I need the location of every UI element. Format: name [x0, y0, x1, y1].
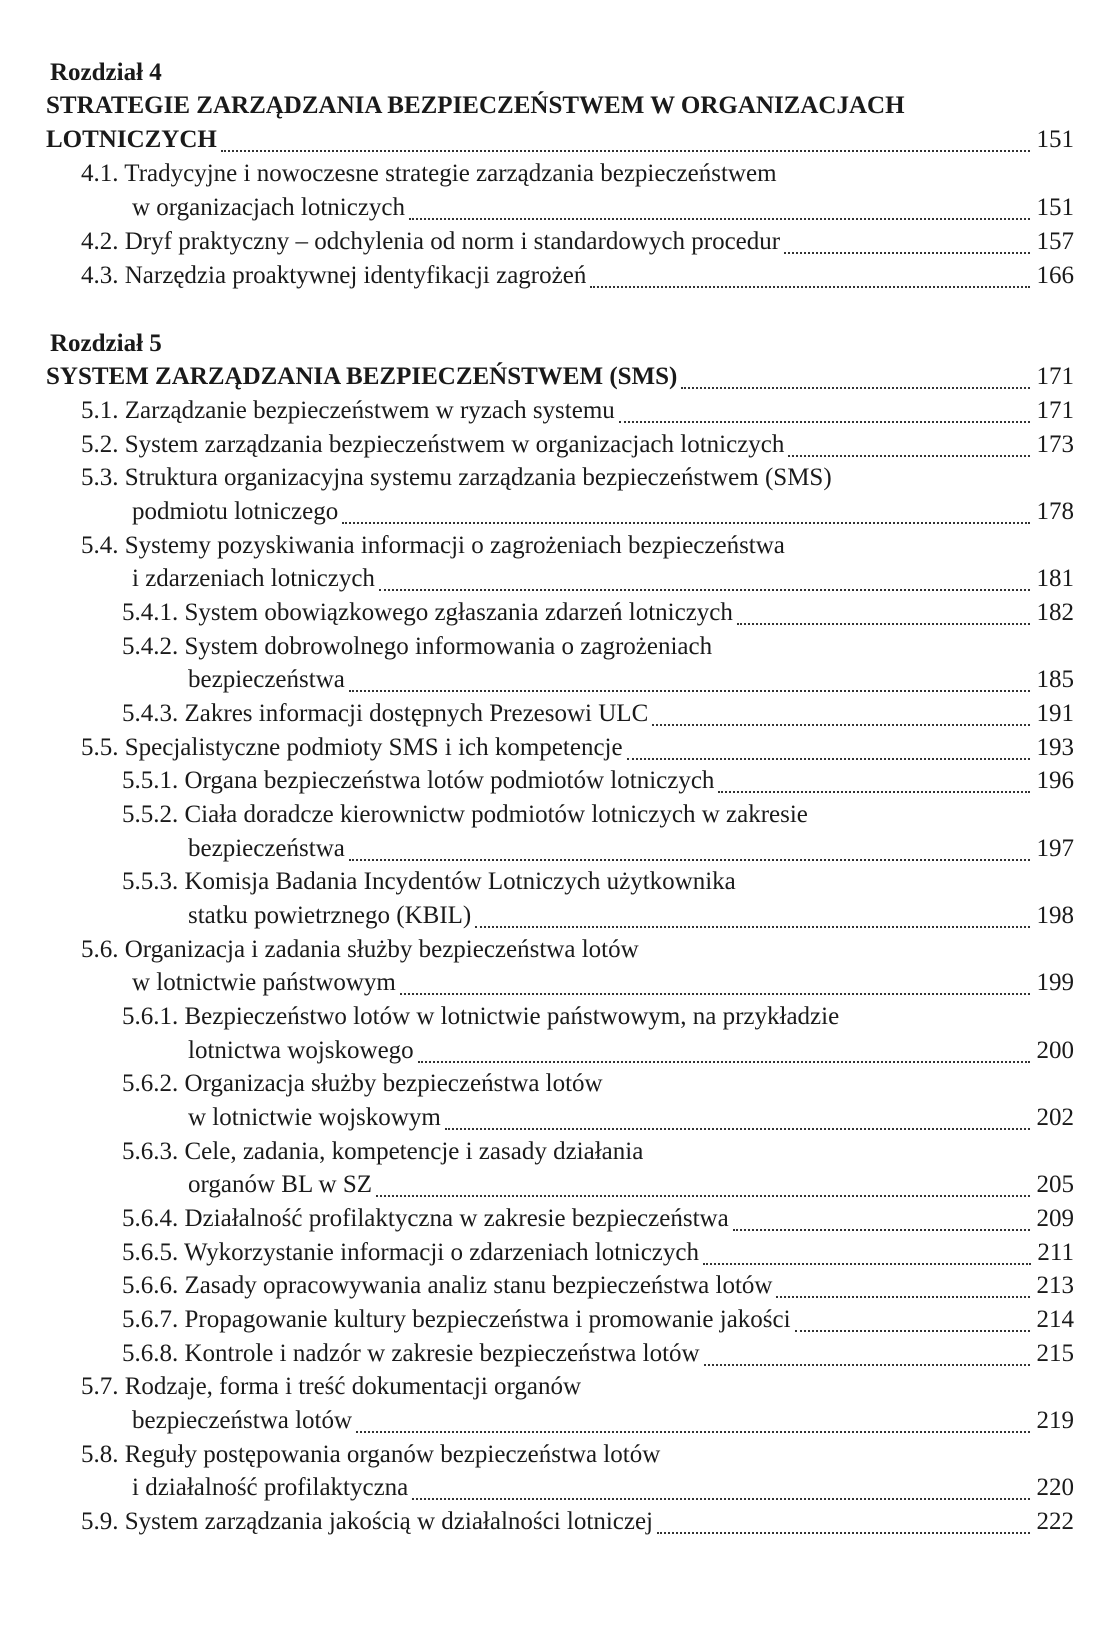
dot-leader: [776, 1268, 1030, 1298]
toc-entry-text: 5.9. System zarządzania jakością w działalności lotniczej: [81, 1508, 653, 1535]
dot-leader: [356, 1403, 1030, 1433]
chapter-label: Rozdział 5: [50, 330, 162, 357]
toc-entry-text: 5.4.3. Zakres informacji dostępnych Prezesowi ULC: [122, 700, 649, 727]
toc-entry-text: bezpieczeństwa: [188, 666, 345, 693]
toc-entry[interactable]: [0, 696, 1090, 732]
page-number: 202: [1036, 1104, 1074, 1131]
dot-leader: [795, 1302, 1030, 1332]
toc-entry-text: 5.6.1. Bezpieczeństwo lotów w lotnictwie państwowym, na przykładzie: [122, 1003, 840, 1030]
toc-entry-text: 5.3. Struktura organizacyjna systemu zarządzania bezpieczeństwem (SMS): [81, 464, 832, 491]
page-number: 166: [1036, 262, 1074, 289]
toc-entry[interactable]: [0, 224, 1090, 260]
page-number: 193: [1036, 734, 1074, 761]
toc-entry-text: lotnictwa wojskowego: [188, 1037, 414, 1064]
dot-leader: [652, 696, 1030, 726]
page-number: 199: [1036, 969, 1074, 996]
toc-line: [0, 156, 1090, 192]
toc-entry-text: 4.1. Tradycyjne i nowoczesne strategie zarządzania bezpieczeństwem: [81, 160, 777, 187]
toc-entry-text: bezpieczeństwa: [188, 835, 345, 862]
toc-entry[interactable]: [0, 965, 1090, 1001]
dot-leader: [221, 122, 1030, 152]
toc-entry-text: 5.6.5. Wykorzystanie informacji o zdarzeniach lotniczych: [122, 1239, 699, 1266]
toc-entry-text: 5.4.1. System obowiązkowego zgłaszania zdarzeń lotniczych: [122, 599, 733, 626]
dot-leader: [704, 1336, 1030, 1366]
toc-entry-text: 5.6.6. Zasady opracowywania analiz stanu bezpieczeństwa lotów: [122, 1272, 773, 1299]
dot-leader: [349, 662, 1030, 692]
toc-entry-text: 5.4.2. System dobrowolnego informowania o zagrożeniach: [122, 633, 713, 660]
toc-entry-text: 5.1. Zarządzanie bezpieczeństwem w ryzach systemu: [81, 397, 615, 424]
toc-entry[interactable]: [0, 1302, 1090, 1338]
toc-entry[interactable]: [0, 1403, 1090, 1439]
dot-leader: [349, 831, 1030, 861]
toc-entry-text: 5.7. Rodzaje, forma i treść dokumentacji organów: [81, 1373, 582, 1400]
toc-line: [0, 1134, 1090, 1170]
toc-line: [0, 460, 1090, 496]
dot-leader: [627, 730, 1030, 760]
toc-entry[interactable]: [0, 831, 1090, 867]
toc-entry[interactable]: [0, 190, 1090, 226]
dot-leader: [418, 1033, 1030, 1063]
page-number: 178: [1036, 498, 1074, 525]
toc-entry[interactable]: [0, 1201, 1090, 1237]
toc-entry-text: 4.3. Narzędzia proaktywnej identyfikacji zagrożeń: [81, 262, 587, 289]
toc-entry-text: 4.2. Dryf praktyczny – odchylenia od norm i standardowych procedur: [81, 228, 781, 255]
toc-line: [0, 1066, 1090, 1102]
page-number: 171: [1036, 363, 1074, 390]
toc-entry-text: w organizacjach lotniczych: [132, 194, 406, 221]
toc-line: [0, 864, 1090, 900]
page-number: 182: [1036, 599, 1074, 626]
toc-line: [0, 932, 1090, 968]
toc-entry[interactable]: [0, 494, 1090, 530]
dot-leader: [681, 359, 1030, 389]
chapter-title-text: SYSTEM ZARZĄDZANIA BEZPIECZEŃSTWEM (SMS): [46, 363, 678, 390]
chapter-label: Rozdział 4: [50, 59, 162, 86]
toc-chapter-entry[interactable]: [0, 359, 1090, 395]
dot-leader: [379, 561, 1030, 591]
dot-leader: [718, 763, 1030, 793]
dot-leader: [445, 1100, 1030, 1130]
dot-leader: [475, 898, 1030, 928]
page-number: 157: [1036, 228, 1074, 255]
toc-entry[interactable]: [0, 393, 1090, 429]
page-number: 197: [1036, 835, 1074, 862]
page-number: 171: [1036, 397, 1074, 424]
toc-entry[interactable]: [0, 1504, 1090, 1540]
toc-entry-text: organów BL w SZ: [188, 1171, 373, 1198]
page-number: 211: [1037, 1239, 1074, 1266]
dot-leader: [784, 224, 1030, 254]
toc-line: [0, 999, 1090, 1035]
dot-leader: [376, 1167, 1030, 1197]
toc-entry-text: 5.5.2. Ciała doradcze kierownictw podmiotów lotniczych w zakresie: [122, 801, 808, 828]
page-number: 215: [1036, 1340, 1074, 1367]
toc-entry[interactable]: [0, 1235, 1090, 1271]
toc-entry-text: 5.5. Specjalistyczne podmioty SMS i ich kompetencje: [81, 734, 623, 761]
toc-entry[interactable]: [0, 258, 1090, 294]
toc-entry[interactable]: [0, 730, 1090, 766]
toc-entry-text: 5.5.3. Komisja Badania Incydentów Lotniczych użytkownika: [122, 868, 736, 895]
page-number: 198: [1036, 902, 1074, 929]
toc-entry-text: i działalność profilaktyczna: [132, 1474, 409, 1501]
toc-entry-text: statku powietrznego (KBIL): [188, 902, 472, 929]
page-number: 181: [1036, 565, 1074, 592]
dot-leader: [409, 190, 1030, 220]
toc-line: [0, 1369, 1090, 1405]
toc-entry[interactable]: [0, 1470, 1090, 1506]
dot-leader: [619, 393, 1030, 423]
toc-entry[interactable]: [0, 1100, 1090, 1136]
toc-entry-text: i zdarzeniach lotniczych: [132, 565, 375, 592]
toc-entry[interactable]: [0, 1336, 1090, 1372]
toc-line: [0, 797, 1090, 833]
dot-leader: [657, 1504, 1030, 1534]
chapter-title-text: LOTNICZYCH: [46, 126, 217, 153]
toc-entry[interactable]: [0, 898, 1090, 934]
toc-line: [0, 528, 1090, 564]
dot-leader: [400, 965, 1030, 995]
dot-leader: [733, 1201, 1030, 1231]
dot-leader: [412, 1470, 1030, 1500]
toc-entry-text: w lotnictwie państwowym: [132, 969, 396, 996]
toc-entry-text: 5.6.7. Propagowanie kultury bezpieczeństwa i promowanie jakości: [122, 1306, 791, 1333]
page-number: 219: [1036, 1407, 1074, 1434]
dot-leader: [342, 494, 1030, 524]
toc-entry[interactable]: [0, 1033, 1090, 1069]
toc-entry[interactable]: [0, 427, 1090, 463]
toc-entry-text: w lotnictwie wojskowym: [188, 1104, 441, 1131]
toc-entry-text: 5.8. Reguły postępowania organów bezpieczeństwa lotów: [81, 1441, 661, 1468]
toc-entry-text: 5.6.2. Organizacja służby bezpieczeństwa lotów: [122, 1070, 603, 1097]
toc-entry[interactable]: [0, 1167, 1090, 1203]
toc-entry-text: 5.6.4. Działalność profilaktyczna w zakresie bezpieczeństwa: [122, 1205, 729, 1232]
page-number: 213: [1036, 1272, 1074, 1299]
toc-entry-text: 5.4. Systemy pozyskiwania informacji o zagrożeniach bezpieczeństwa: [81, 532, 785, 559]
toc-entry-text: 5.6.8. Kontrole i nadzór w zakresie bezpieczeństwa lotów: [122, 1340, 700, 1367]
page-number: 151: [1036, 126, 1074, 153]
toc-line: [0, 629, 1090, 665]
dot-leader: [703, 1235, 1031, 1265]
dot-leader: [788, 427, 1030, 457]
toc-entry-text: 5.5.1. Organa bezpieczeństwa lotów podmiotów lotniczych: [122, 767, 715, 794]
page-number: 173: [1036, 431, 1074, 458]
toc-entry-text: bezpieczeństwa lotów: [132, 1407, 353, 1434]
toc-chapter-entry[interactable]: [0, 122, 1090, 158]
chapter-title: [0, 88, 1090, 124]
chapter-title-text: STRATEGIE ZARZĄDZANIA BEZPIECZEŃSTWEM W ORGANIZACJACH: [46, 92, 905, 119]
page-number: 200: [1036, 1037, 1074, 1064]
toc-entry-text: 5.6.3. Cele, zadania, kompetencje i zasady działania: [122, 1138, 644, 1165]
toc-entry-text: 5.2. System zarządzania bezpieczeństwem w organizacjach lotniczych: [81, 431, 785, 458]
page-number: 185: [1036, 666, 1074, 693]
page-number: 214: [1036, 1306, 1074, 1333]
toc-entry[interactable]: [0, 561, 1090, 597]
page-number: 151: [1036, 194, 1074, 221]
page-number: 196: [1036, 767, 1074, 794]
toc-entry[interactable]: [0, 595, 1090, 631]
toc-entry[interactable]: [0, 763, 1090, 799]
toc-entry[interactable]: [0, 662, 1090, 698]
dot-leader: [737, 595, 1030, 625]
dot-leader: [590, 258, 1030, 288]
page-number: 222: [1036, 1508, 1074, 1535]
toc-line: [0, 1437, 1090, 1473]
toc-entry[interactable]: [0, 1268, 1090, 1304]
page-number: 191: [1036, 700, 1074, 727]
page-number: 209: [1036, 1205, 1074, 1232]
toc-entry-text: podmiotu lotniczego: [132, 498, 339, 525]
page-number: 205: [1036, 1171, 1074, 1198]
toc-entry-text: 5.6. Organizacja i zadania służby bezpieczeństwa lotów: [81, 936, 639, 963]
page-number: 220: [1036, 1474, 1074, 1501]
